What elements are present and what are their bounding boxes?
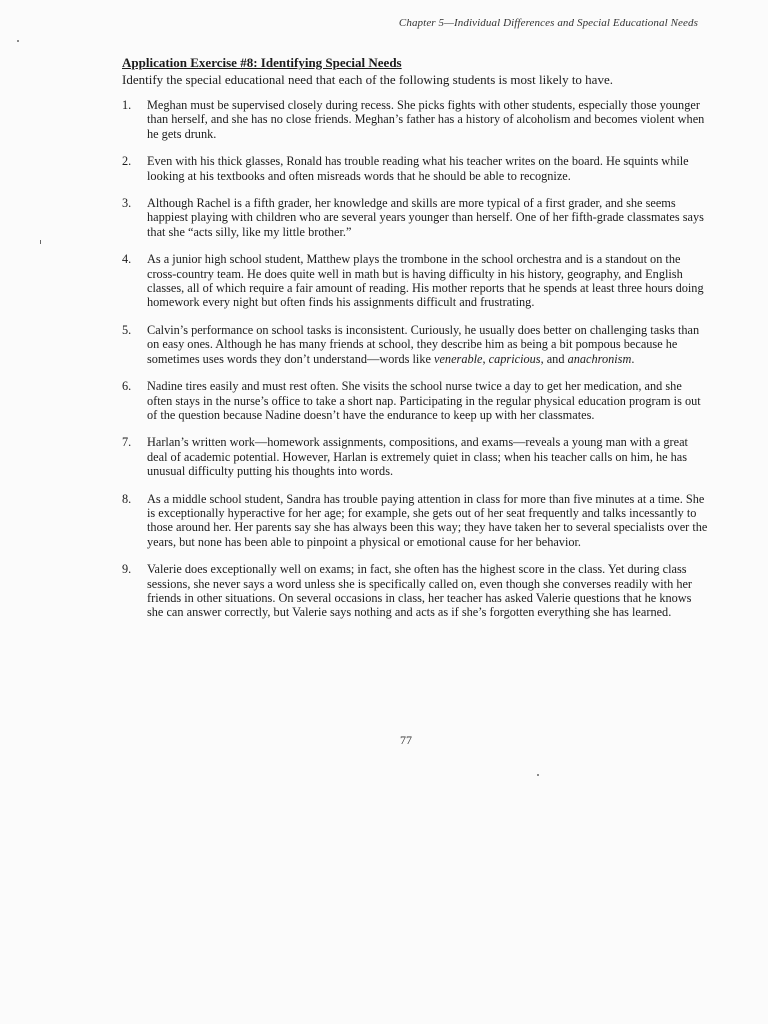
list-item — [122, 379, 710, 422]
item-number: 7. — [122, 435, 132, 450]
item-text: As a junior high school student, Matthew plays the trombone in the school orchestra and is a standout on the cross-country team. He does quite well in math but is having difficulty in his history, geography, and English classes, all of which require a fair amount of reading. His mother reports that he spends at least three hours doing homework every night but often finds his assignments difficult and frustrating. — [147, 252, 704, 310]
separator: , and — [540, 351, 568, 366]
item-text-start: Calvin’s performance on school tasks is inconsistent. Curiously, he usually does better on challenging tasks than on easy ones. Although he has many friends at school, they describe him as being a bit pompous because he sometimes uses words they don’t understand—words like — [147, 322, 700, 366]
item-text-end: . — [631, 351, 635, 366]
running-header: Chapter 5—Individual Differences and Special Educational Needs — [398, 17, 698, 29]
italic-word-anachronism: anachronism — [567, 351, 632, 366]
exercise-item-list — [122, 98, 710, 620]
exercise-title: Application Exercise #8: Identifying Special Needs — [122, 55, 402, 70]
item-number: 4. — [122, 252, 132, 267]
item-text: Even with his thick glasses, Ronald has trouble reading what his teacher writes on the board. He squints while looking at his textbooks and often misreads words that he should be able to recognize. — [147, 154, 689, 183]
item-number: 9. — [122, 562, 132, 577]
list-item — [122, 492, 710, 550]
list-item — [122, 323, 710, 366]
page-number: 77 — [400, 733, 412, 747]
item-number: 2. — [122, 154, 132, 169]
item-text — [147, 323, 699, 366]
item-text: Although Rachel is a fifth grader, her knowledge and skills are more typical of a first grader, and she seems happiest playing with children who are several years younger than herself. One of her fifth-grade classmates says that she “acts silly, like my little brother.” — [147, 196, 704, 239]
exercise-instructions: Identify the special educational need that each of the following students is most likely to have. — [122, 72, 613, 87]
item-text: Harlan’s written work—homework assignments, compositions, and exams—reveals a young man with a great deal of academic potential. However, Harlan is extremely quiet in class; when his teacher calls on him, he has unusual difficulty putting his thoughts into words. — [147, 435, 688, 479]
item-text: Nadine tires easily and must rest often. She visits the school nurse twice a day to get her medication, and she often stays in the nurse’s office to take a short nap. Participating in the regular physical education program is out of the question because Nadine doesn’t have the endurance to keep up with her classmates. — [147, 379, 701, 422]
separator: , — [482, 351, 489, 366]
italic-word-venerable: venerable — [434, 351, 483, 366]
item-number: 6. — [122, 379, 132, 394]
item-number: 1. — [122, 98, 132, 112]
list-item — [122, 98, 710, 141]
scan-speck — [40, 240, 41, 244]
list-item — [122, 196, 710, 239]
list-item — [122, 562, 710, 620]
item-text: Meghan must be supervised closely during recess. She picks fights with other students, especially those younger than herself, and she has no close friends. Meghan’s father has a history of alcoholism and becomes violent when he gets drunk. — [147, 98, 705, 141]
scan-speck — [17, 40, 19, 42]
exercise-section — [122, 55, 710, 633]
item-text: As a middle school student, Sandra has trouble paying attention in class for more than five minutes at a time. She is exceptionally hyperactive for her age; for example, she gets out of her seat frequently and talks incessantly to those around her. Her parents say she has always been this way; they have taken her to several specialists over the years, but none has been able to pinpoint a physical or emotional cause for her behavior. — [147, 491, 708, 549]
list-item — [122, 252, 710, 310]
item-text: Valerie does exceptionally well on exams; in fact, she often has the highest score in the class. Yet during class sessions, she never says a word unless she is specifically called on, even though she converses readily with her friends in other situations. On several occasions in class, her teacher has asked Valerie questions that he knows she can answer correctly, but Valerie says nothing and acts as if she’s forgotten everything she has learned. — [147, 562, 693, 620]
list-item — [122, 154, 710, 183]
item-number: 5. — [122, 322, 132, 337]
list-item — [122, 435, 710, 478]
item-number: 8. — [122, 491, 132, 506]
item-number: 3. — [122, 196, 132, 211]
italic-word-capricious: capricious — [488, 351, 541, 366]
scan-speck — [537, 774, 539, 776]
